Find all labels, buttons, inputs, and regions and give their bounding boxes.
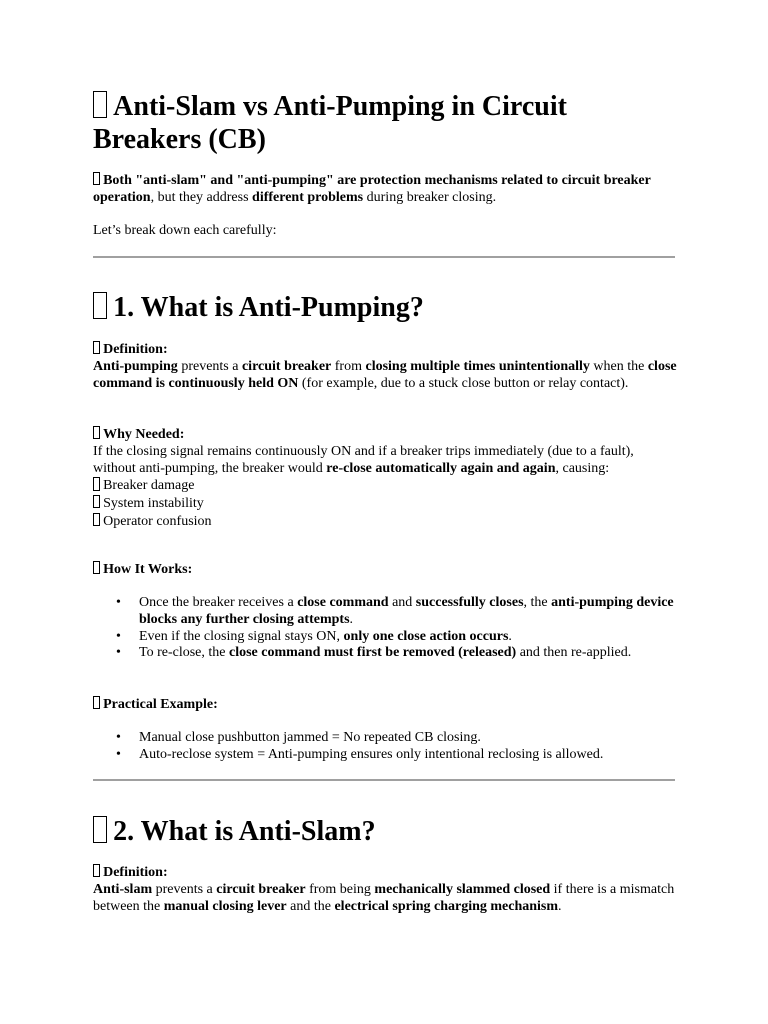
def-text-1: prevents a — [152, 881, 217, 897]
list-item: • Auto-reclose system = Anti-pumping ensures only intentional reclosing is allowed. — [93, 747, 677, 764]
why-text-2: , causing: — [555, 460, 610, 476]
practical-example-label: Practical Example: — [103, 696, 218, 712]
how-bold: anti-pumping device blocks any further closing attempts — [139, 595, 674, 627]
practical-example-heading — [93, 696, 677, 714]
anti-pumping-definition — [93, 341, 677, 392]
def-text-4: (for example, due to a stuck close button or relay contact). — [298, 375, 629, 391]
section-1-heading — [93, 291, 424, 324]
emoji-placeholder-icon — [93, 477, 100, 490]
intro-bold-1: Both "anti-slam" and "anti-pumping" are protection mechanisms related to circuit breaker operation — [93, 172, 651, 205]
def-bold-3: closing multiple times unintentionally — [365, 358, 590, 374]
how-bold: close command — [297, 595, 389, 610]
emoji-placeholder-icon — [93, 292, 107, 319]
emoji-placeholder-icon — [93, 426, 100, 439]
emoji-placeholder-icon — [93, 341, 100, 354]
emoji-placeholder-icon — [93, 513, 100, 526]
emoji-placeholder-icon — [93, 561, 100, 574]
page-title-text: Anti-Slam vs Anti-Pumping in Circuit Breakers (CB) — [93, 91, 567, 155]
definition-label: Definition: — [103, 341, 168, 357]
why-bold-1: re-close automatically again and again — [326, 460, 556, 476]
section-1-heading-text: 1. What is Anti-Pumping? — [113, 292, 424, 323]
page-title — [93, 90, 653, 156]
why-text-1: If the closing signal remains continuously ON and if a breaker trips immediately (due to a fault), without anti-pumping, the breaker would — [93, 443, 634, 476]
emoji-placeholder-icon — [93, 816, 107, 843]
intro-bold-2: different problems — [252, 189, 364, 205]
def-text-3: when the — [589, 358, 648, 374]
list-item — [93, 595, 677, 629]
intro-text-2: during breaker closing. — [363, 189, 497, 205]
how-text: and then re-applied. — [516, 645, 632, 661]
why-needed-label: Why Needed: — [103, 426, 185, 442]
def-bold-5: electrical spring charging mechanism — [334, 898, 559, 914]
emoji-placeholder-icon — [93, 696, 100, 709]
list-item — [93, 629, 677, 646]
def-bold-4: manual closing lever — [163, 898, 287, 914]
consequence-item: Operator confusion — [103, 513, 212, 529]
how-it-works-heading — [93, 561, 677, 579]
how-bold: successfully closes — [415, 595, 524, 610]
def-text-2: from being — [305, 881, 375, 897]
def-text-4: and the — [286, 898, 335, 914]
section-2-heading-text: 2. What is Anti-Slam? — [113, 816, 376, 847]
def-text-2: from — [331, 358, 366, 374]
intro-text-1: , but they address — [150, 189, 253, 205]
emoji-placeholder-icon — [93, 864, 100, 877]
how-text: . — [508, 628, 512, 644]
why-needed-block — [93, 426, 677, 530]
intro-paragraph — [93, 172, 677, 207]
how-text: Even if the closing signal stays ON, — [139, 628, 344, 644]
how-text: and — [388, 595, 416, 610]
divider — [93, 256, 675, 258]
def-bold-3: mechanically slammed closed — [374, 881, 551, 897]
list-item — [93, 645, 677, 662]
list-item: • Manual close pushbutton jammed = No repeated CB closing. — [93, 730, 677, 747]
divider — [93, 779, 675, 781]
consequence-item: Breaker damage — [103, 478, 195, 494]
def-text-1: prevents a — [177, 358, 242, 374]
how-text: , the — [523, 595, 552, 610]
def-bold-1: Anti-slam — [93, 881, 153, 897]
consequence-item: System instability — [103, 495, 204, 511]
how-bold: close command must first be removed (released) — [228, 645, 517, 661]
emoji-placeholder-icon — [93, 495, 100, 508]
practical-example-list — [93, 730, 677, 764]
anti-slam-definition — [93, 864, 677, 915]
def-text-3: if there is a mismatch between the — [93, 881, 675, 914]
how-text: To re-close, the — [139, 645, 229, 661]
emoji-placeholder-icon — [93, 172, 100, 185]
how-it-works-label: How It Works: — [103, 561, 193, 577]
emoji-placeholder-icon — [93, 91, 107, 118]
def-bold-2: circuit breaker — [216, 881, 306, 897]
intro-breakdown-line: Let’s break down each carefully: — [93, 223, 277, 238]
how-bold: only one close action occurs — [343, 628, 509, 644]
def-bold-4: close command is continuously held ON — [93, 358, 677, 391]
section-2-heading — [93, 815, 376, 848]
how-text: . — [349, 611, 354, 627]
definition-label: Definition: — [103, 864, 168, 880]
def-text-5: . — [558, 898, 562, 914]
how-it-works-list — [93, 595, 677, 662]
how-text: Once the breaker receives a — [139, 595, 298, 610]
def-bold-1: Anti-pumping — [93, 358, 178, 374]
def-bold-2: circuit breaker — [241, 358, 332, 374]
